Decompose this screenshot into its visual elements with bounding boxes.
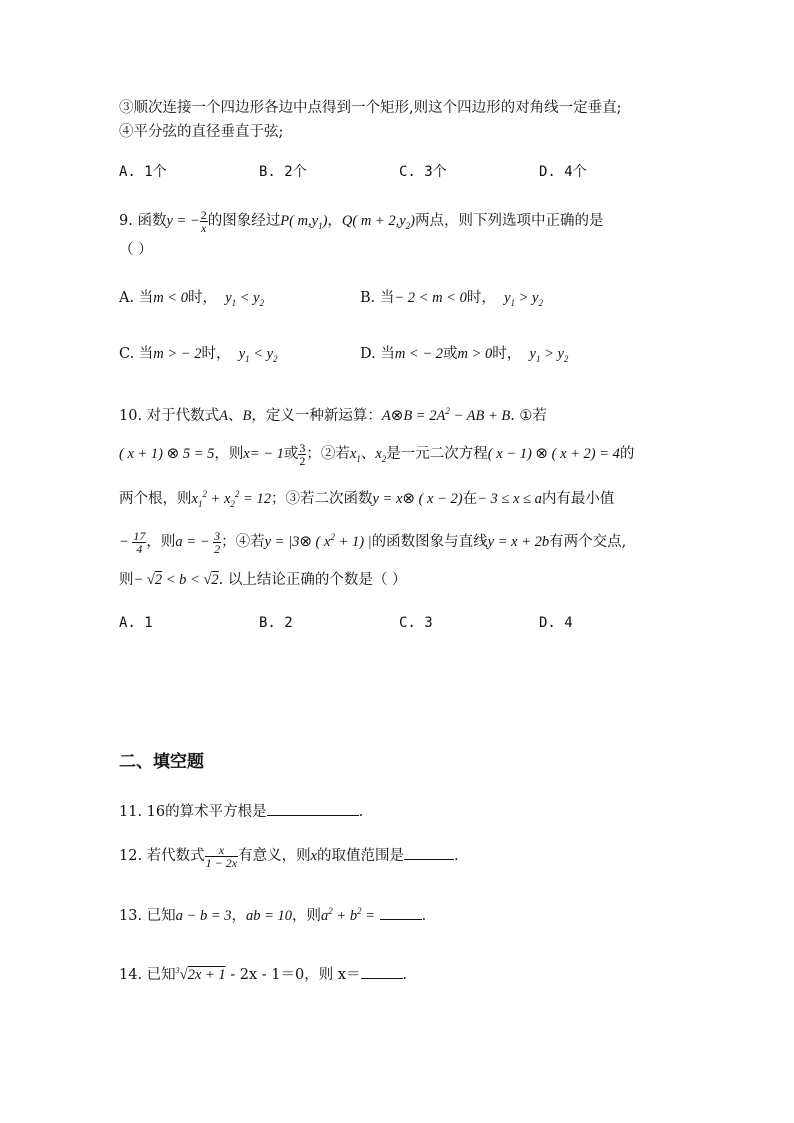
- q14: 14. 已知$^3$√2x + 1 - 2x - 1＝0，则 x＝ .: [119, 958, 407, 988]
- q9-text: 两点，则下列选项中正确的是: [415, 213, 604, 229]
- q9-text: 函数: [137, 213, 167, 229]
- q10-option-a: A. 1: [119, 615, 153, 631]
- q9-point-q: Q( $m + 2,y_2$): [341, 213, 415, 231]
- q11: 11. 16的算术平方根是 .: [119, 801, 363, 822]
- q9-option-b: B. 当− 2 < m < 0时， $y_1 > y_2$: [360, 290, 543, 308]
- q9-text: ，: [327, 213, 342, 229]
- q9-ineq: $y_1 > y_2$: [525, 346, 569, 364]
- q14-number: 14.: [119, 966, 143, 983]
- q8-option-b: B. 2个: [259, 164, 307, 180]
- q8-option-c: C. 3个: [399, 164, 447, 180]
- q9-number: 9.: [119, 213, 133, 229]
- q10-line1: 10. 对于代数式A、B，定义一种新运算：A⊗B = $2A^2$ − AB + B. ①若: [119, 405, 547, 424]
- statement-3: ③顺次连接一个四边形各边中点得到一个矩形,则这个四边形的对角线一定垂直;: [119, 100, 622, 116]
- answer-blank[interactable]: [267, 801, 359, 816]
- q10-option-d: D. 4: [539, 615, 573, 631]
- q10-option-b: B. 2: [259, 615, 293, 631]
- statement-4: ④平分弦的直径垂直于弦;: [119, 124, 284, 140]
- q9-option-a: A. 当m < 0时， $y_1 < y_2$: [119, 290, 265, 308]
- q10-line5: 则− √2 < b < √2. 以上结论正确的个数是（ ）: [119, 572, 407, 588]
- q11-number: 11.: [119, 804, 143, 820]
- q9-ineq: $y_1 > y_2$: [500, 290, 543, 308]
- q12-number: 12.: [119, 848, 143, 864]
- answer-blank[interactable]: [404, 845, 454, 860]
- q12-fraction: $\frac{x}{1 - 2x}$: [205, 842, 238, 870]
- q9-stem: [119, 208, 604, 239]
- q9-function: y = − $\frac{2}{x}$: [166, 208, 207, 236]
- q8-option-d: D. 4个: [539, 164, 587, 180]
- q9-ineq: $y_1 < y_2$: [235, 346, 278, 364]
- answer-blank[interactable]: [380, 905, 422, 920]
- section-title: 二、填空题: [119, 752, 204, 772]
- q12: 12. 若代数式 $\frac{x}{1 - 2x}$ 有意义，则x的取值范围是 .: [119, 842, 459, 870]
- q10-definition: A⊗B = $2A^2$ − AB + B: [381, 405, 511, 424]
- q10-number: 10.: [119, 407, 143, 424]
- q9-paren: （ ）: [119, 242, 153, 258]
- answer-blank[interactable]: [361, 964, 403, 979]
- q10-line2: ( x + 1) ⊗ 5 = 5，则x= − 1或 $\frac{3}{2}$ ；②若$x_1$、$x_2$是一元二次方程( x − 1) ⊗ ( x + 2) = 4的: [119, 440, 635, 468]
- q10-line4: − $\frac{17}{4}$ ，则a = − $\frac{3}{2}$ ；④若y = |3⊗ ( $x^2 + 1$) |的函数图象与直线y = x + 2b有两个交点,: [119, 529, 627, 556]
- q10-option-c: C. 3: [399, 615, 433, 631]
- q9-ineq: $y_1 < y_2$: [221, 290, 265, 308]
- q14-cube-root: $^3$√2x + 1: [175, 966, 226, 983]
- q8-option-a: A. 1个: [119, 164, 167, 180]
- q10-line3: 两个根，则$x_1^2 + x_2^2 = 12$；③若二次函数y = x⊗ ( x − 2)在− 3 ≤ x ≤ a内有最小值: [119, 488, 615, 509]
- q9-text: 的图象经过: [207, 213, 281, 229]
- q9-point-p: P( $m,y_1$): [280, 213, 328, 231]
- q9-option-c: C. 当m > − 2时， $y_1 < y_2$: [119, 346, 278, 364]
- q9-option-d: D. 当m < − 2或m > 0时， $y_1 > y_2$: [360, 346, 569, 364]
- q13-number: 13.: [119, 907, 143, 924]
- q13: 13. 已知a − b = 3，ab = 10，则$a^2 + b^2$ = .: [119, 906, 427, 924]
